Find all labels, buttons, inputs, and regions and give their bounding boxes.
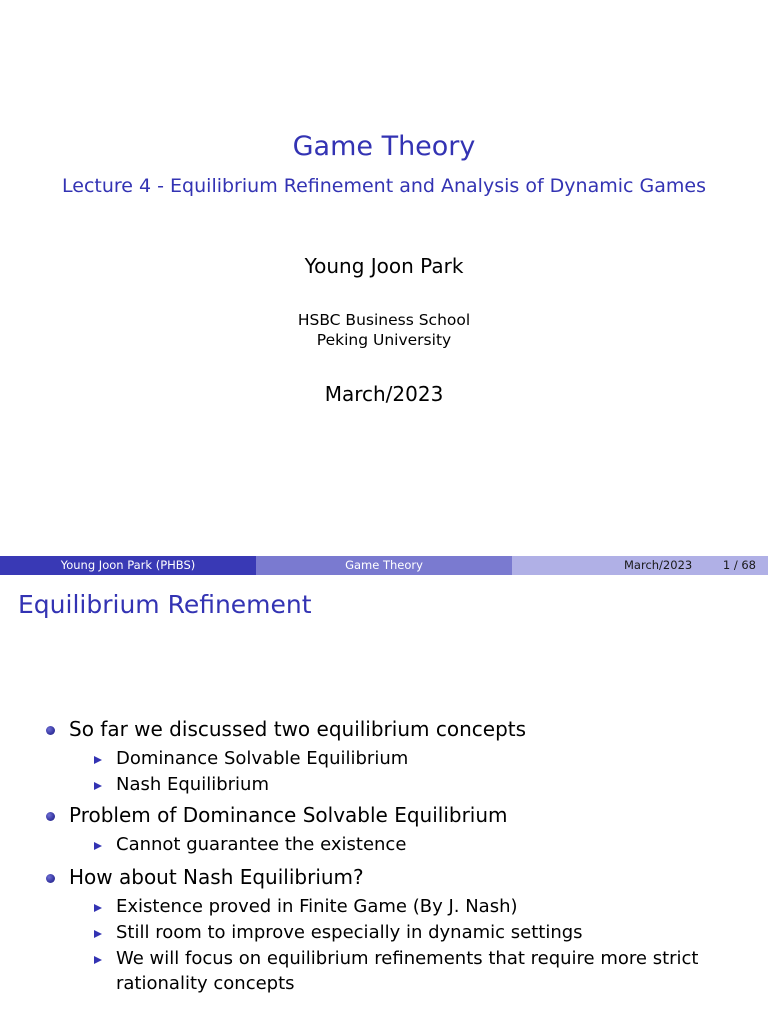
bullet-triangle-icon: [94, 842, 102, 850]
list-item-text: Still room to improve especially in dynamic settings: [116, 922, 583, 943]
list-item: [0, 896, 768, 922]
bullet-triangle-icon: [94, 956, 102, 964]
list-item-text: Dominance Solvable Equilibrium: [116, 748, 409, 769]
list-item: [0, 803, 768, 829]
list-item: [0, 717, 768, 743]
footer-title: Game Theory: [256, 556, 512, 575]
presentation-date: March/2023: [324, 382, 444, 406]
bullet-dot-icon: [46, 812, 55, 821]
bullet-triangle-icon: [94, 756, 102, 764]
slide-footer: [0, 556, 768, 575]
list-item: [0, 948, 768, 974]
list-item-text: Cannot guarantee the existence: [116, 834, 407, 855]
list-item-text: Nash Equilibrium: [116, 774, 269, 795]
bullet-dot-icon: [46, 874, 55, 883]
list-item: [0, 834, 768, 860]
footer-author: Young Joon Park (PHBS): [0, 556, 256, 575]
list-item-text: We will focus on equilibrium refinements that require more strict: [116, 948, 699, 969]
author-name: Young Joon Park: [304, 254, 464, 278]
institute-line-1: HSBC Business School: [297, 311, 471, 329]
bullet-dot-icon: [46, 726, 55, 735]
footer-right-section: [512, 556, 768, 575]
list-item-text: How about Nash Equilibrium?: [69, 865, 364, 889]
footer-page-number: 1 / 68: [722, 558, 756, 572]
presentation-subtitle: Lecture 4 - Equilibrium Refinement and Analysis of Dynamic Games: [62, 175, 706, 197]
bullet-triangle-icon: [94, 782, 102, 790]
presentation-title: Game Theory: [292, 131, 476, 162]
bullet-triangle-icon: [94, 930, 102, 938]
list-item-continuation: [0, 973, 768, 999]
list-item: [0, 922, 768, 948]
institute-line-2: Peking University: [316, 331, 452, 349]
list-item: [0, 748, 768, 774]
list-item: [0, 865, 768, 891]
list-item-text: Problem of Dominance Solvable Equilibrium: [69, 803, 508, 827]
list-item-text: Existence proved in Finite Game (By J. Nash): [116, 896, 518, 917]
list-item-text: So far we discussed two equilibrium concepts: [69, 717, 527, 741]
list-item-text: rationality concepts: [116, 973, 295, 994]
slide-title: Equilibrium Refinement: [18, 590, 312, 619]
list-item: [0, 774, 768, 800]
bullet-triangle-icon: [94, 904, 102, 912]
footer-date: March/2023: [624, 558, 693, 572]
